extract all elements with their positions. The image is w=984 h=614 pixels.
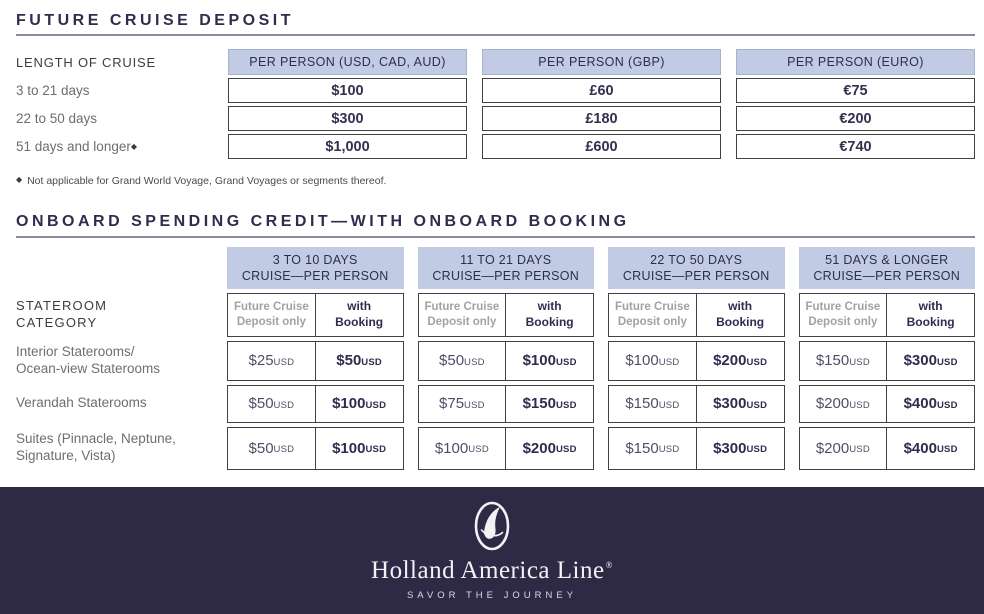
footer-brand-bar bbox=[0, 487, 984, 614]
credit-value-cell: $150 USD bbox=[815, 352, 870, 370]
brand-tagline: SAVOR THE JOURNEY bbox=[406, 589, 578, 601]
title-rule bbox=[16, 34, 975, 36]
group-header: 11 TO 21 DAYS CRUISE—PER PERSON bbox=[418, 247, 595, 289]
table-row bbox=[418, 341, 595, 381]
column-header-length-of-cruise: LENGTH OF CRUISE bbox=[16, 54, 156, 70]
table-row bbox=[227, 427, 404, 470]
future-cruise-deposit-title: FUTURE CRUISE DEPOSIT bbox=[16, 12, 294, 29]
table-row bbox=[608, 385, 785, 423]
row-label-suites: Suites (Pinnacle, Neptune, Signature, Vista) bbox=[16, 431, 176, 464]
column-header-usd-cad-aud: PER PERSON (USD, CAD, AUD) bbox=[228, 49, 467, 75]
title-rule bbox=[16, 236, 975, 238]
footnote bbox=[16, 175, 975, 187]
deposit-value-cell: $1,000 bbox=[228, 134, 467, 159]
group-header: 51 DAYS & LONGER CRUISE—PER PERSON bbox=[799, 247, 976, 289]
deposit-value-cell: £60 bbox=[482, 78, 721, 103]
column-header-gbp: PER PERSON (GBP) bbox=[482, 49, 721, 75]
credit-value-cell: $300 USD bbox=[696, 386, 784, 422]
credit-value-cell: $100 USD bbox=[315, 386, 403, 422]
section-onboard-spending-credit bbox=[16, 213, 975, 469]
stateroom-category-column bbox=[16, 247, 213, 470]
credit-value-cell: $50 USD bbox=[248, 439, 295, 457]
credit-value-cell: $200 USD bbox=[505, 428, 593, 469]
credit-value-cell: $100 USD bbox=[625, 352, 680, 370]
brand-wordmark: Holland America Line® bbox=[371, 557, 613, 585]
footnote-diamond-icon: ◆ bbox=[16, 175, 23, 185]
subheader-future-cruise-deposit-only: Future Cruise Deposit only bbox=[805, 300, 881, 328]
credit-value-cell: $50 USD bbox=[248, 395, 295, 413]
credit-value-cell: $400 USD bbox=[886, 428, 974, 469]
onboard-spending-credit-table bbox=[16, 247, 975, 470]
subheader-with-booking: with Booking bbox=[315, 294, 403, 336]
table-row bbox=[418, 385, 595, 423]
group-3-to-10-days bbox=[227, 247, 404, 470]
registered-trademark: ® bbox=[605, 560, 613, 571]
row-label bbox=[16, 106, 213, 131]
credit-value-cell: $200 USD bbox=[815, 439, 870, 457]
column-euro bbox=[736, 49, 975, 159]
subheader-future-cruise-deposit-only: Future Cruise Deposit only bbox=[614, 300, 690, 328]
credit-value-cell: $200 USD bbox=[815, 395, 870, 413]
credit-value-cell: $300 USD bbox=[696, 428, 784, 469]
table-row bbox=[227, 341, 404, 381]
row-label-interior-oceanview: Interior Staterooms/ Ocean-view Staterooms bbox=[16, 343, 161, 376]
deposit-value-cell: £180 bbox=[482, 106, 721, 131]
deposit-value-cell: €740 bbox=[736, 134, 975, 159]
onboard-spending-credit-title: ONBOARD SPENDING CREDIT—WITH ONBOARD BOOKING bbox=[16, 213, 630, 231]
length-of-cruise-column bbox=[16, 49, 213, 159]
row-label bbox=[16, 134, 213, 159]
header-spacer bbox=[16, 247, 213, 289]
row-label-verandah: Verandah Staterooms bbox=[16, 395, 147, 411]
table-row bbox=[418, 427, 595, 470]
stateroom-category-text: STATEROOM CATEGORY bbox=[16, 297, 108, 330]
credit-value-cell: $200 USD bbox=[696, 342, 784, 380]
credit-value-cell: $100 USD bbox=[315, 428, 403, 469]
subheader-with-booking: with Booking bbox=[505, 294, 593, 336]
subheader-row bbox=[799, 293, 976, 337]
row-label-text: 22 to 50 days bbox=[16, 111, 98, 127]
holland-america-emblem-icon bbox=[472, 500, 512, 552]
subheader-row bbox=[227, 293, 404, 337]
subheader-row bbox=[608, 293, 785, 337]
group-22-to-50-days bbox=[608, 247, 785, 470]
column-usd-cad-aud bbox=[228, 49, 467, 159]
subheader-with-booking: with Booking bbox=[886, 294, 974, 336]
footnote-diamond-icon: ◆ bbox=[130, 142, 137, 152]
column-header-euro: PER PERSON (EURO) bbox=[736, 49, 975, 75]
column-gbp bbox=[482, 49, 721, 159]
credit-value-cell: $400 USD bbox=[886, 386, 974, 422]
credit-value-cell: $300 USD bbox=[886, 342, 974, 380]
row-label-text: 51 days and longer bbox=[16, 139, 131, 155]
credit-value-cell: $50 USD bbox=[439, 352, 485, 370]
future-cruise-deposit-table bbox=[16, 49, 975, 159]
group-11-to-21-days bbox=[418, 247, 595, 470]
credit-value-cell: $100 USD bbox=[505, 342, 593, 380]
credit-value-cell: $150 USD bbox=[625, 439, 680, 457]
footnote-text: Not applicable for Grand World Voyage, Grand Voyages or segments thereof. bbox=[27, 175, 387, 188]
group-header: 3 TO 10 DAYS CRUISE—PER PERSON bbox=[227, 247, 404, 289]
table-row bbox=[799, 427, 976, 470]
deposit-value-cell: £600 bbox=[482, 134, 721, 159]
credit-value-cell: $25 USD bbox=[248, 352, 295, 370]
subheader-future-cruise-deposit-only: Future Cruise Deposit only bbox=[233, 300, 309, 328]
row-label-text: 3 to 21 days bbox=[16, 83, 90, 99]
credit-value-cell: $150 USD bbox=[625, 395, 680, 413]
group-header: 22 TO 50 DAYS CRUISE—PER PERSON bbox=[608, 247, 785, 289]
subheader-with-booking: with Booking bbox=[696, 294, 784, 336]
credit-value-cell: $50 USD bbox=[315, 342, 403, 380]
row-label bbox=[16, 78, 213, 103]
deposit-value-cell: €75 bbox=[736, 78, 975, 103]
table-row bbox=[799, 341, 976, 381]
subheader-future-cruise-deposit-only: Future Cruise Deposit only bbox=[424, 300, 500, 328]
deposit-value-cell: $100 bbox=[228, 78, 467, 103]
credit-value-cell: $150 USD bbox=[505, 386, 593, 422]
deposit-value-cell: $300 bbox=[228, 106, 467, 131]
subheader-row bbox=[418, 293, 595, 337]
group-51-days-and-longer bbox=[799, 247, 976, 470]
table-row bbox=[608, 341, 785, 381]
table-row bbox=[799, 385, 976, 423]
table-row bbox=[227, 385, 404, 423]
section-future-cruise-deposit bbox=[16, 12, 975, 187]
table-row bbox=[608, 427, 785, 470]
column-header-stateroom-category bbox=[16, 293, 213, 337]
credit-value-cell: $75 USD bbox=[439, 395, 485, 413]
credit-value-cell: $100 USD bbox=[434, 439, 489, 457]
deposit-value-cell: €200 bbox=[736, 106, 975, 131]
